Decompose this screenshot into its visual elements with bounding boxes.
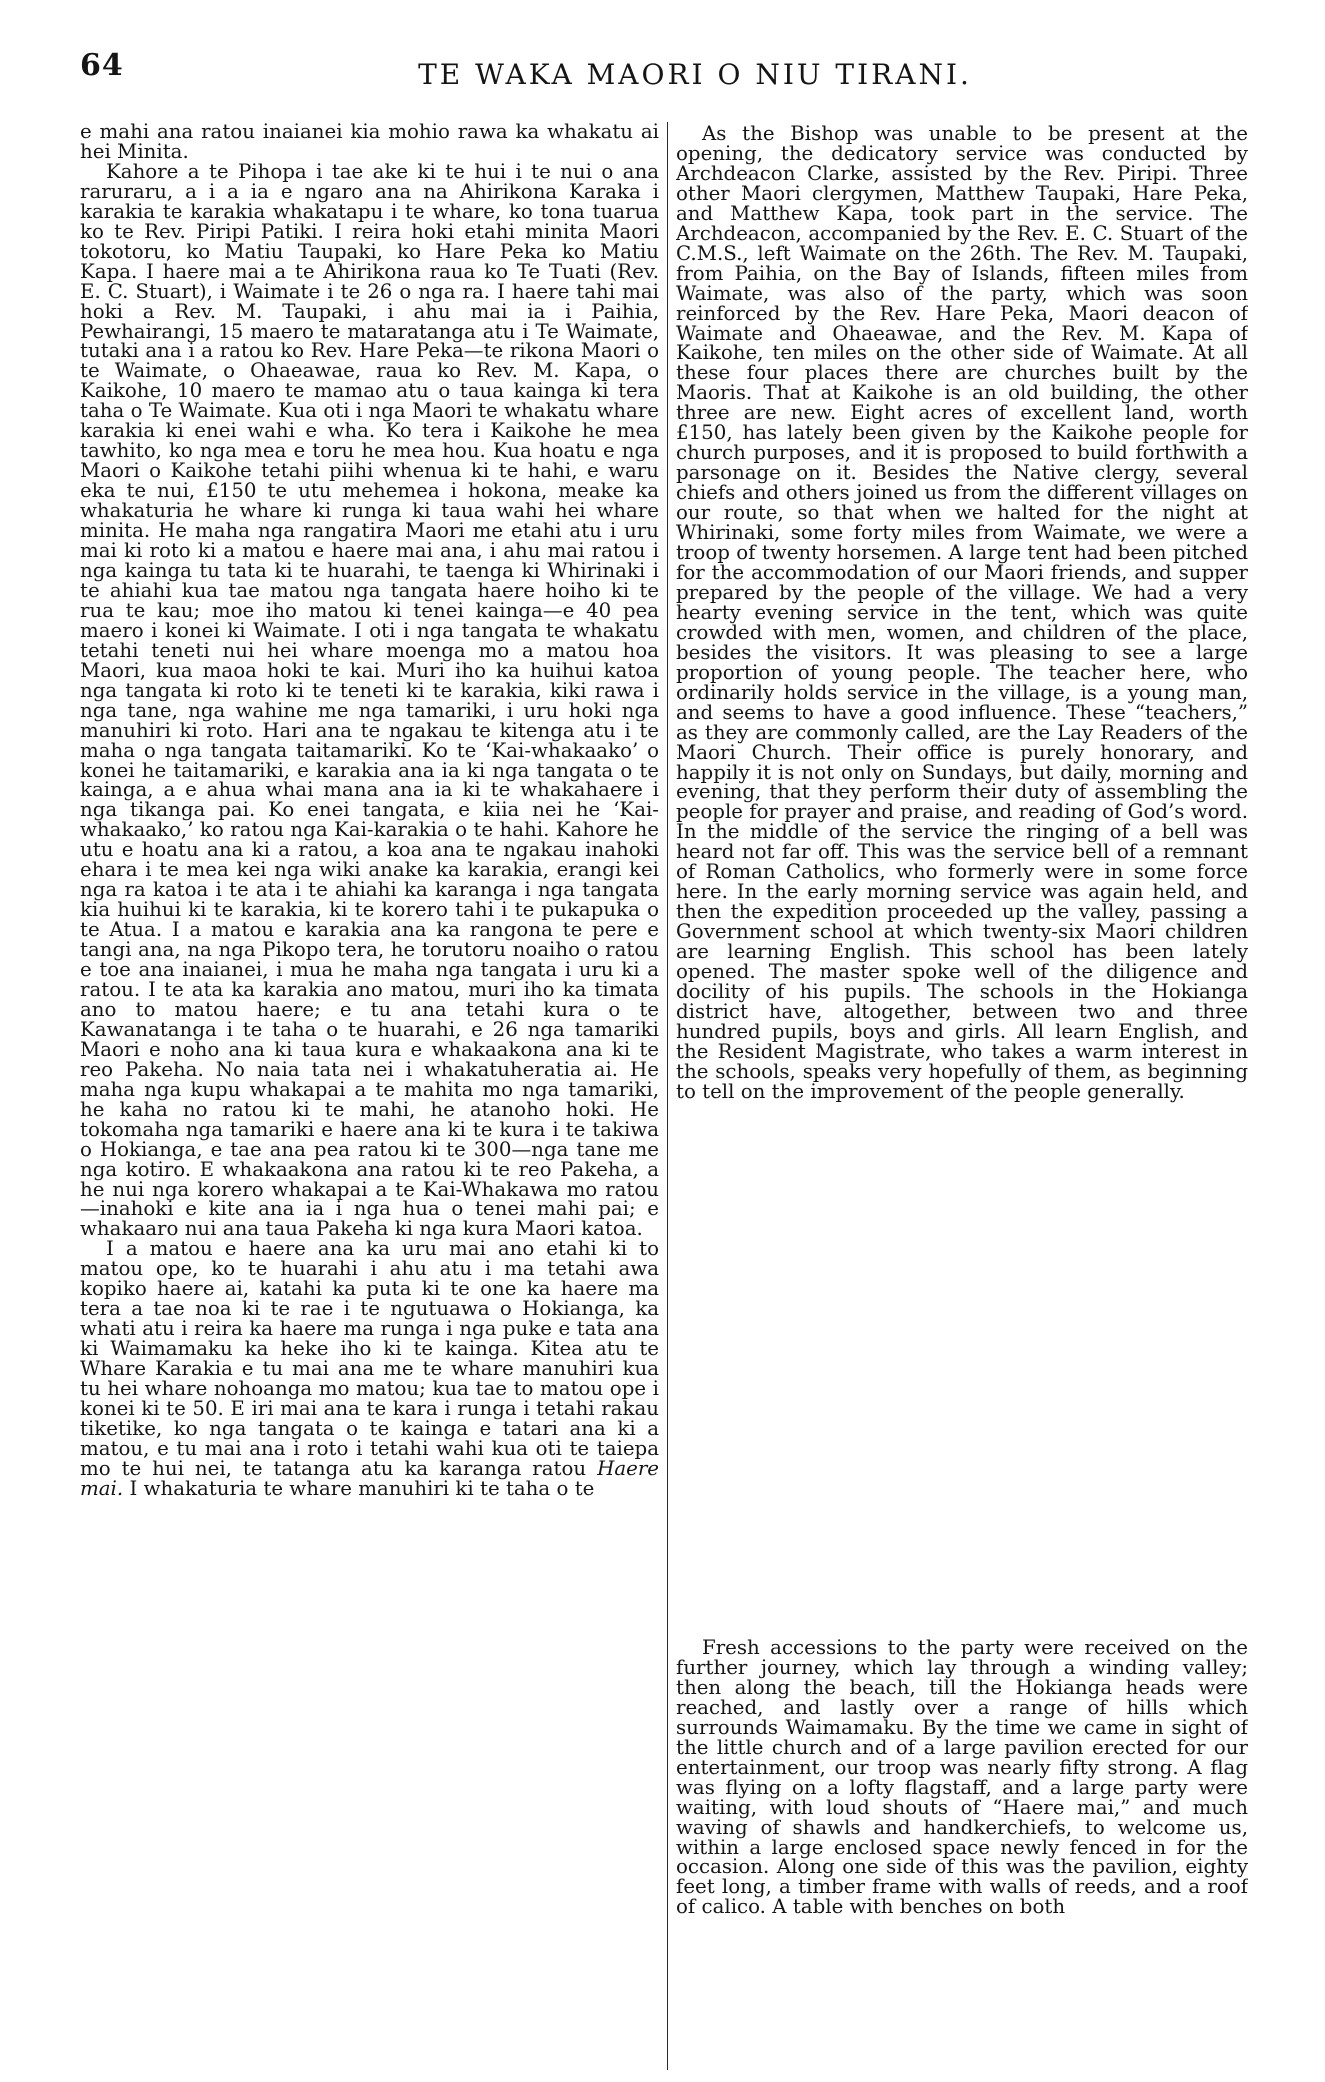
maori-last-line: I whakaturia te whare manuhiri ki te taha o te bbox=[129, 1476, 595, 1500]
page-number: 64 bbox=[80, 48, 124, 83]
column-divider bbox=[667, 122, 668, 2070]
maori-paragraph-3 bbox=[80, 1239, 659, 1498]
maori-paragraph-2: Kahore a te Pihopa i tae ake ki te hui i te nui o ana raruraru, a i a ia e ngaro ana na Ahirikona Karaka i karakia te karakia whakatapu i te whare, ko tona tuarua ko te Rev. Piripi Patiki. I reira hoki etahi minita Maori tokotoru, ko Matiu Taupaki, ko Hare Peka ko Matiu Kapa. I haere mai a te Ahirikona raua ko Te Tuati (Rev. E. C. Stuart), i Waimate i te 26 o nga ra. I haere tahi mai hoki a Rev. M. Taupaki, i ahu mai ia i Paihia, Pewhairangi, 15 maero te mataratanga atu i Te Waimate, tutaki ana i a ratou ko Rev. Hare Peka—te rikona Maori o te Waimate, o Ohaeawae, raua ko Rev. M. Kapa, o Kaikohe, 10 maero te mamao atu o taua kainga ki tera taha o Te Waimate. Kua oti i nga Maori te whakatu whare karakia ki enei wahi e wha. Ko tera i Kaikohe he mea tawhito, ko nga mea e toru he mea hou. Kua hoatu e nga Maori o Kaikohe tetahi piihi whenua ki te hahi, e waru eka te nui, £150 te utu mehemea i hokona, meake ka whakaturia he whare ki runga ki taua wahi hei whare minita. He maha nga rangatira Maori me etahi atu i uru mai ki roto ki a matou e haere mai ana, i ahu mai ratou i nga kainga tu tata ki te huarahi, te taenga ki Whirinaki i te ahiahi kua tae matou nga tangata haere hoiho ki te rua te kau; moe iho matou ki tenei kainga—e 40 pea maero i konei ki Waimate. I oti i nga tangata te whakatu tetahi teneti nui hei whare moenga mo a matou hoa Maori, kua maoa hoki te kai. Muri iho ka huihui katoa nga tangata ki roto ki te teneti ki te karakia, kiki rawa i nga tane, nga wahine me nga tamariki, i uru hoki nga manuhiri ki roto. Hari ana te ngakau te kitenga atu i te maha o nga tangata taitamariki. Ko te ‘Kai-whakaako’ o konei he taitamariki, e karakia ana ia ki nga tangata o te kainga, a e ahua whai mana ana ia ki te whakahaere i nga tikanga pai. Ko enei tangata, e kiia nei he ‘Kai-whakaako,’ ko ratou nga Kai-karakia o te hahi. Kahore he utu e hoatu ana ki a ratou, a koa ana te ngakau inahoki ehara i te mea kei nga wiki anake ka karakia, erangi kei nga ra katoa i te ata i te ahiahi ka karanga i nga tangata kia huihui ki te karakia, ki te korero tahi i te pukapuka o te Atua. I a matou e karakia ana ka rangona te pere e tangi ana, na nga Pikopo tera, he torutoru noaiho o ratou e toe ana inaianei, i mua he maha nga tangata i uru ki a ratou. I te ata ka karakia ano matou, muri iho ka timata ano to matou haere; e tu ana tetahi kura o te Kawanatanga i te taha o te huarahi, e 26 nga tamariki Maori e noho ana ki taua kura e whakaakona ana ki te reo Pakeha. No naia tata nei i whakatuheratia ai. He maha nga kupu whakapai a te mahita mo nga tamariki, he kaha no ratou ki te mahi, he atanoho hoki. He tokomaha nga tamariki e haere ana ki te kura i te takiwa o Hokianga, e tae ana pea ratou ki te 300—nga tane me nga kotiro. E whakaakona ana ratou ki te reo Pakeha, a he nui nga korero whakapai a te Kai-Whakawa mo ratou—inahoki e kite ana ia i nga hua o tenei mahi pai; e whakaaro nui ana taua Pakeha ki nga kura Maori katoa. bbox=[80, 159, 659, 1241]
page-header bbox=[80, 48, 1250, 98]
english-text-column-top bbox=[676, 124, 1248, 1414]
maori-paragraph-3-text: I a matou e haere ana ka uru mai ano etahi ki to matou ope, ko te huarahi i ahu atu i ma tetahi awa kopiko haere ai, katahi ka puta ki te one ka haere ma tera a tae noa ki te rae i te ngutuawa o Hokianga, ka whati atu i reira ka haere ma runga i nga puke e tata ana ki Waimamaku ka heke iho ki te kainga. Kitea atu te Whare Karakia e tu mai ana me te whare manuhiri kua tu hei whare nohoanga mo matou; kua tae to matou ope i konei ki te 50. E iri mai ana te kara i runga i tetahi rakau tiketike, ko nga tangata o te kainga e tatari ana ki a matou, e tu mai ana i roto i tetahi wahi kua oti te taiepa mo te hui nei, te tatanga atu ka karanga ratou bbox=[80, 1237, 659, 1480]
haere-mai-italic: Haere mai. bbox=[80, 1456, 659, 1500]
maori-paragraph-1: e mahi ana ratou inaianei kia mohio rawa ka whakatu ai hei Minita. bbox=[80, 122, 659, 163]
english-paragraph-2: Fresh accessions to the party were received on the further journey, which lay through a winding valley; then along the beach, till the Hokianga heads were reached, and lastly over a range of hills which surrounds Waimamaku. By the time we came in sight of the little church and of a large pavilion erected for our entertainment, our troop was nearly fifty strong. A flag was flying on a lofty flagstaff, and a large party were waiting, with loud shouts of “Haere mai,” and much waving of shawls and handkerchiefs, to welcome us, within a large enclosed space newly fenced in for the occasion. Along one side of this was the pavilion, eighty feet long, a timber frame with walls of reeds, and a roof of calico. A table with benches on both bbox=[676, 1638, 1248, 1919]
english-text-column-bottom bbox=[676, 1638, 1248, 2058]
running-title: TE WAKA MAORI O NIU TIRANI. bbox=[418, 58, 972, 91]
english-paragraph-1: As the Bishop was unable to be present at the opening, the dedicatory service was conducted by Archdeacon Clarke, assisted by the Rev. Piripi. Three other Maori clergymen, Matthew Taupaki, Hare Peka, and Matthew Kapa, took part in the service. The Archdeacon, accompanied by the Rev. E. C. Stuart of the C.M.S., left Waimate on the 26th. The Rev. M. Taupaki, from Paihia, on the Bay of Islands, fifteen miles from Waimate, was also of the party, which was soon reinforced by the Rev. Hare Peka, Maori deacon of Waimate and Ohaeawae, and the Rev. M. Kapa of Kaikohe, ten miles on the other side of Waimate. At all these four places there are churches built by the Maoris. That at Kaikohe is an old building, the other three are new. Eight acres of excellent land, worth £150, has lately been given by the Kaikohe people for church purposes, and it is proposed to build forthwith a parsonage on it. Besides the Native clergy, several chiefs and others joined us from the different villages on our route, so that when we halted for the night at Whirinaki, some forty miles from Waimate, we were a troop of twenty horsemen. A large tent had been pitched for the accommodation of our Maori friends, and supper prepared by the people of the village. We had a very hearty evening service in the tent, which was quite crowded with men, women, and children of the place, besides the visitors. It was pleasing to see a large proportion of young people. The teacher here, who ordinarily holds service in the village, is a young man, and seems to have a good influence. These “teachers,” as they are commonly called, are the Lay Readers of the Maori Church. Their office is purely honorary, and happily it is not only on Sundays, but daily, morning and evening, that they perform their duty of assembling the people for prayer and praise, and reading of God’s word. In the middle of the service the ringing of a bell was heard not far off. This was the service bell of a remnant of Roman Catholics, who formerly were in some force here. In the early morning service was again held, and then the expedition proceeded up the valley, passing a Government school at which twenty-six Maori children are learning English. This school has been lately opened. The master spoke well of the diligence and docility of his pupils. The schools in the Hokianga district have, altogether, between two and three hundred pupils, boys and girls. All learn English, and the Resident Magistrate, who takes a warm interest in the schools, speaks very hopefully of them, as beginning to tell on the improvement of the people generally. bbox=[676, 124, 1248, 1103]
maori-text-column bbox=[80, 122, 659, 2067]
